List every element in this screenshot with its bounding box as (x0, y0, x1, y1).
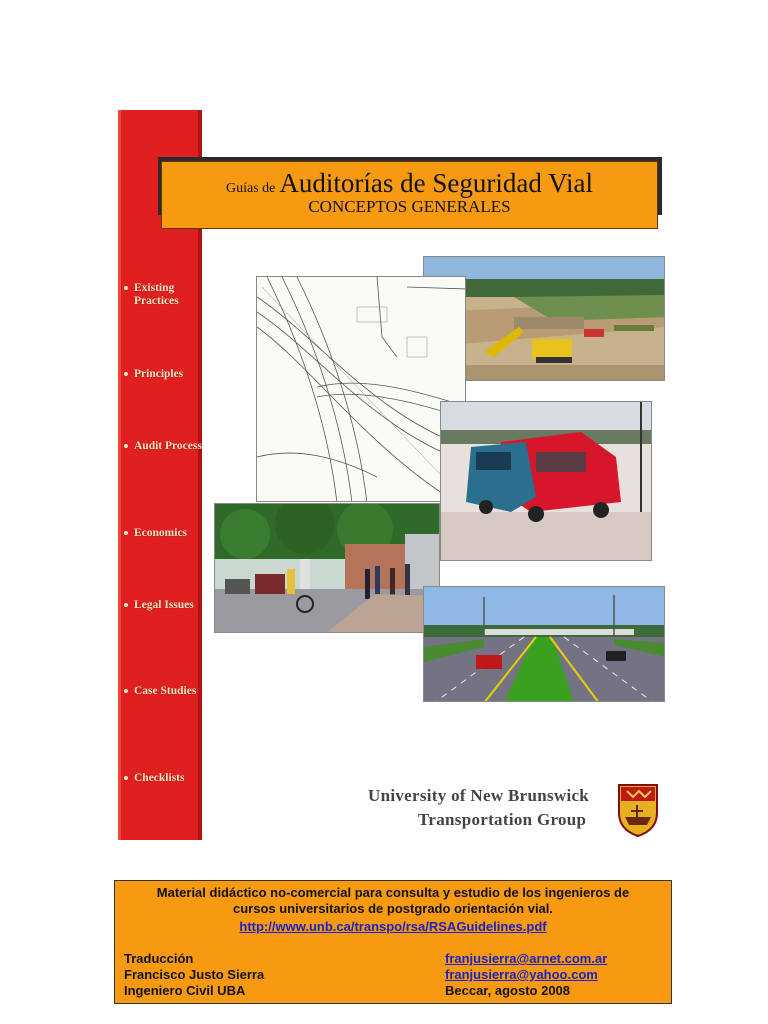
translator-title: Ingeniero Civil UBA (124, 983, 246, 998)
page-title: Auditorías de Seguridad Vial (279, 168, 593, 198)
translation-label: Traducción (124, 951, 194, 966)
bullet-icon (124, 689, 128, 693)
sidebar-item-legal-issues[interactable] (124, 599, 202, 612)
institution-group: Transportation Group (418, 810, 587, 829)
bullet-icon (124, 531, 128, 535)
info-line: Material didáctico no-comercial para consulta y estudio de los ingenieros de (156, 885, 630, 900)
info-description (115, 885, 671, 917)
page-subtitle: CONCEPTOS GENERALES (308, 197, 511, 216)
divided-highway-photo (423, 586, 665, 702)
road-plan-drawing (256, 276, 466, 502)
sidebar-item-case-studies[interactable] (124, 685, 202, 698)
title-line (162, 168, 657, 199)
street-cyclists-photo (214, 503, 440, 633)
place-date: Beccar, agosto 2008 (445, 983, 571, 998)
guidelines-link[interactable]: http://www.unb.ca/transpo/rsa/RSAGuidelines.pdf (239, 919, 547, 934)
car-crash-photo (440, 401, 652, 561)
email-link-yahoo[interactable]: franjusierra@yahoo.com (445, 967, 598, 982)
sidebar-item-existing-practices[interactable] (124, 282, 202, 308)
sidebar-item-principles[interactable] (124, 368, 202, 381)
bullet-icon (124, 372, 128, 376)
sidebar-item-audit-process[interactable] (124, 440, 202, 453)
bullet-icon (124, 286, 128, 290)
bullet-icon (124, 444, 128, 448)
bullet-icon (124, 603, 128, 607)
title-box (161, 161, 658, 229)
sidebar-item-label: Existing Practices (134, 282, 179, 307)
email-link-arnet[interactable]: franjusierra@arnet.com.ar (445, 951, 608, 966)
sidebar-item-checklists[interactable] (124, 772, 202, 785)
translator-name: Francisco Justo Sierra (124, 967, 265, 982)
unb-crest-icon (617, 783, 659, 837)
sidebar-item-label: Economics (134, 527, 188, 539)
sidebar-item-economics[interactable] (124, 527, 202, 540)
sidebar-item-label: Legal Issues (134, 599, 194, 611)
sidebar-item-label: Checklists (134, 772, 185, 784)
sidebar-item-label: Principles (134, 368, 184, 380)
sidebar-item-label: Audit Process (134, 440, 202, 452)
title-prefix: Guías de (226, 181, 276, 196)
bullet-icon (124, 776, 128, 780)
sidebar-item-label: Case Studies (134, 685, 197, 697)
institution-name: University of New Brunswick (368, 786, 590, 805)
info-box (114, 880, 672, 1004)
info-line: cursos universitarios de postgrado orientación vial. (232, 901, 554, 916)
